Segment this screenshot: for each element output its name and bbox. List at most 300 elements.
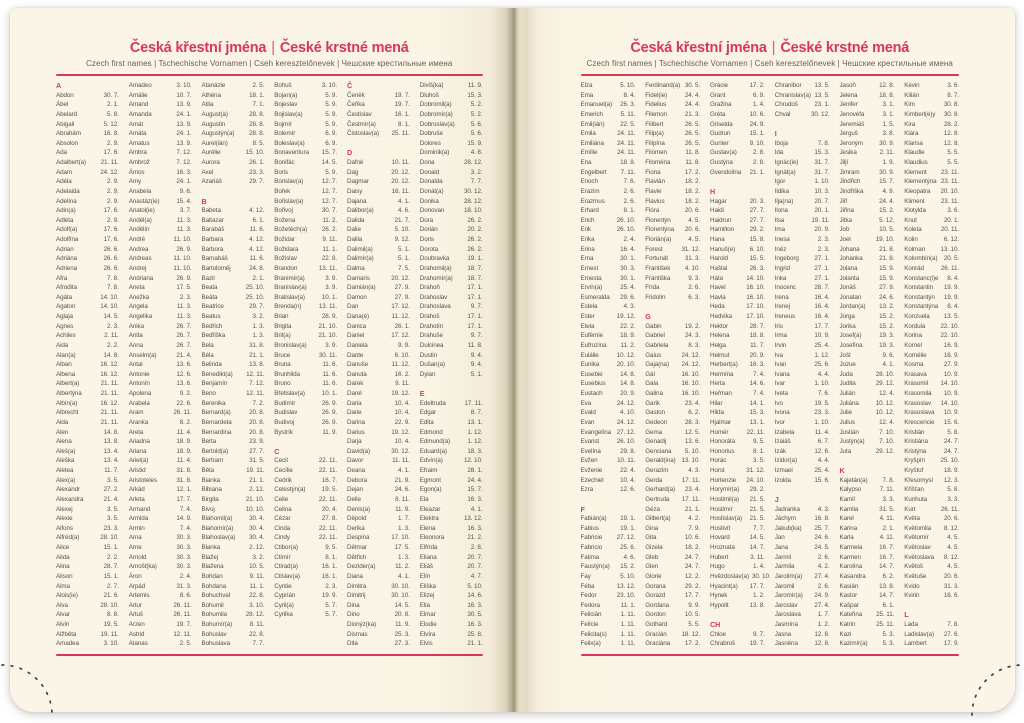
name-day-date: 16. 1. (321, 572, 337, 580)
name-entry (56, 148, 119, 158)
name-entry (581, 264, 636, 274)
name-entry (840, 505, 895, 515)
given-name: Bořek (274, 187, 291, 195)
name-entry (274, 91, 337, 101)
given-name: Griselda (710, 120, 733, 128)
name-day-date: 22. 2. (620, 322, 636, 330)
given-name: Kolombín(a) (904, 255, 938, 263)
name-entry (904, 341, 959, 351)
given-name: Amáta (128, 130, 147, 138)
given-name: Bohdana (201, 582, 227, 590)
name-day-date: 30. 4. (249, 534, 265, 542)
name-entry (274, 370, 337, 380)
given-name: Erazim (580, 187, 600, 195)
given-name: Ilona (774, 207, 788, 215)
given-name: Eliška (419, 582, 436, 590)
name-day-date: 19. 5. (814, 399, 830, 407)
name-day-date: 18. 12. (681, 630, 700, 638)
name-day-date: 17. 6. (103, 226, 119, 234)
given-name: Jošt (839, 351, 851, 359)
given-name: Izolda (774, 476, 791, 484)
name-entry (129, 514, 192, 524)
name-day-date: 24. 9. (749, 120, 765, 128)
name-entry (129, 370, 192, 380)
name-entry (904, 120, 959, 130)
name-columns (56, 81, 483, 651)
name-day-date: 19. 12. (391, 428, 410, 436)
name-day-date: 19. 9. (943, 284, 959, 292)
given-name: Klotylda (904, 207, 926, 215)
given-name: Dobromír(a) (419, 110, 453, 118)
given-name: Dolores (419, 139, 441, 147)
given-name: Amanda (128, 110, 152, 118)
given-name: Edmund(a) (419, 438, 450, 446)
given-name: Gaston (645, 409, 665, 417)
given-name: Alois(ie) (56, 592, 78, 600)
name-entry (420, 177, 483, 187)
name-entry (710, 485, 765, 495)
given-name: Ilsa (774, 216, 785, 224)
given-name: Horst (710, 467, 725, 474)
name-day-date: 22. 11. (318, 534, 337, 542)
given-name: Ariadna (128, 438, 150, 446)
name-entry (645, 543, 700, 553)
given-name: Čistoslav(a) (347, 130, 380, 138)
name-day-date: 26. 7. (176, 341, 192, 349)
name-entry (202, 312, 265, 322)
name-entry (56, 245, 119, 255)
name-day-date: 17. 7. (749, 582, 765, 590)
given-name: Andrea (128, 245, 149, 253)
name-column (56, 81, 119, 651)
name-entry (775, 370, 830, 380)
given-name: Ima (774, 226, 785, 234)
name-day-date: 21. 1. (249, 351, 265, 359)
given-name: Cedrik (274, 476, 292, 484)
name-day-date: 25. 11. (876, 611, 895, 619)
diary-open-spread (10, 8, 1015, 712)
given-name: Dalimil(a) (347, 245, 373, 253)
name-entry (56, 370, 119, 380)
given-name: Gabriel (645, 332, 665, 340)
name-day-date: 30. 4. (249, 524, 265, 532)
given-name: Květa (904, 515, 920, 523)
name-entry (840, 572, 895, 582)
given-name: Evan (580, 418, 595, 426)
name-entry (274, 591, 337, 601)
name-day-date: 21. 8. (879, 255, 895, 263)
name-day-date: 2. 8. (752, 159, 765, 166)
name-day-date: 13. 8. (749, 601, 765, 609)
name-day-date: 18. 2. (684, 197, 700, 205)
name-day-date: 10. 1. (321, 390, 337, 397)
name-day-date: 15. 2. (879, 313, 895, 320)
name-entry (775, 148, 830, 158)
given-name: Božena (274, 216, 296, 224)
given-name: Hilda (710, 409, 724, 417)
given-name: Aglaja (56, 313, 73, 320)
name-day-date: 29. 2. (749, 486, 765, 494)
given-name: Athéna (201, 91, 221, 99)
name-entry (904, 197, 959, 207)
name-entry (420, 139, 483, 149)
given-name: Bernardina (201, 428, 232, 436)
name-entry (347, 379, 410, 389)
name-day-date: 13. 9. (176, 101, 192, 109)
name-day-date: 17. 10. (746, 303, 765, 311)
given-name: Daniela (347, 341, 368, 349)
name-day-date: 16. 8. (103, 130, 119, 138)
name-entry (840, 197, 895, 207)
name-day-date: 14. 10. (100, 293, 119, 301)
name-entry (645, 254, 700, 264)
given-name: Ester (580, 313, 595, 320)
given-name: Diviš(ka) (419, 82, 444, 89)
name-entry (129, 245, 192, 255)
name-day-date: 25. 11. (876, 621, 895, 628)
name-entry (710, 524, 765, 534)
name-day-date: 6. 9. (325, 139, 337, 147)
name-day-date: 11. 9. (395, 505, 410, 513)
given-name: Dismas (347, 630, 368, 638)
given-name: Kolman (904, 245, 926, 253)
given-name: Hostislav(a) (710, 515, 743, 523)
given-name: Darie (347, 409, 362, 417)
name-day-date: 16. 3. (749, 361, 765, 369)
given-name: Beata (201, 284, 218, 292)
name-day-date: 10. 5. (684, 611, 700, 619)
name-day-date: 16. 4. (814, 313, 830, 320)
given-name: Blažej (201, 553, 219, 561)
name-day-date: 4. 1. (397, 197, 410, 205)
name-entry (710, 389, 765, 399)
name-day-date: 10. 5. (249, 563, 265, 571)
name-day-date: 11. 6. (322, 380, 337, 388)
given-name: Cinda (274, 524, 291, 532)
name-entry (129, 495, 192, 505)
name-day-date: 11. 11. (392, 457, 410, 465)
given-name: Jasoň (839, 82, 856, 89)
given-name: Abrahám (56, 130, 81, 138)
name-entry (347, 505, 410, 515)
given-name: Agáta (56, 293, 72, 301)
given-name: Garik (645, 399, 660, 407)
name-day-date: 5. 9. (325, 168, 337, 176)
given-name: Afra (56, 274, 68, 282)
given-name: Áron (128, 572, 142, 580)
name-entry (202, 254, 265, 264)
given-name: Ezra (580, 486, 594, 494)
name-day-date: 20. 1. (943, 216, 959, 224)
name-day-date: 23. 11. (940, 168, 959, 176)
name-entry (274, 351, 337, 361)
name-day-date: 8. 12. (943, 524, 959, 532)
given-name: Angelika (128, 313, 153, 320)
name-entry (775, 630, 830, 640)
name-day-date: 23. 11. (940, 178, 959, 186)
given-name: Budimír (274, 399, 296, 407)
given-name: Konrád (904, 264, 924, 272)
given-name: Inéz (774, 245, 787, 253)
name-day-date: 7. 2. (252, 399, 265, 407)
given-name: Kasián (839, 582, 859, 590)
name-entry (202, 524, 265, 534)
name-entry (202, 476, 265, 486)
name-entry (56, 225, 119, 235)
name-day-date: 2. 5. (179, 640, 192, 648)
name-day-date: 26. 2. (467, 245, 483, 253)
given-name: Iboja (774, 139, 788, 147)
given-name: Baltazar (201, 216, 224, 224)
given-name: Anastáz(ie) (128, 197, 160, 205)
name-column (775, 81, 830, 651)
name-entry (904, 139, 959, 149)
name-entry (202, 322, 265, 332)
name-day-date: 20. 9. (620, 390, 636, 397)
given-name: Babeta (201, 207, 221, 215)
name-entry (202, 437, 265, 447)
given-name: Karmela (839, 544, 863, 551)
given-name: Ingeborg (774, 255, 799, 263)
given-name: David(a) (347, 447, 370, 455)
given-name: Amálie (128, 91, 148, 99)
given-name: Bolemír (274, 130, 296, 138)
name-day-date: 19. 1. (620, 515, 636, 523)
name-day-date: 5. 8. (106, 110, 119, 118)
name-day-date: 22. 11. (746, 428, 765, 436)
name-entry (129, 100, 192, 110)
name-day-date: 31. 8. (249, 341, 265, 349)
name-entry (581, 408, 636, 418)
blank-row (710, 610, 765, 620)
name-day-date: 17. 2. (684, 168, 700, 176)
given-name: Amadea (56, 640, 79, 648)
given-name: Apolena (128, 390, 152, 397)
name-day-date: 12. 5. (684, 428, 700, 436)
name-entry (840, 81, 895, 91)
given-name: Drahoslav (419, 293, 448, 301)
name-entry (56, 601, 119, 611)
name-day-date: 4. 6. (397, 207, 410, 215)
title-slovak: České krstné mená (279, 40, 409, 56)
given-name: Amadeo (128, 82, 152, 89)
name-entry (129, 610, 192, 620)
given-name: Jeremiáš (839, 120, 865, 128)
given-name: Herbert(a) (710, 361, 738, 369)
name-entry (420, 158, 483, 168)
name-entry (840, 389, 895, 399)
name-entry (904, 553, 959, 563)
name-entry (202, 216, 265, 226)
name-day-date: 10. 6. (749, 110, 765, 118)
name-entry (581, 302, 636, 312)
name-day-date: 7. 10. (879, 438, 895, 446)
name-entry (775, 533, 830, 543)
given-name: Aletea (56, 467, 74, 474)
given-name: Elmar (419, 611, 436, 619)
given-name: Izaiáš (774, 438, 791, 446)
name-day-date: 4. 5. (947, 534, 959, 542)
name-entry (202, 302, 265, 312)
given-name: Darius (347, 428, 365, 436)
given-name: Elvis (419, 640, 433, 648)
given-name: Adéla (56, 178, 72, 186)
name-day-date: 20. 6. (943, 515, 959, 523)
name-entry (202, 168, 265, 178)
given-name: Belinda (201, 361, 222, 369)
name-entry (347, 120, 410, 130)
given-name: Beno (201, 390, 216, 397)
name-entry (645, 533, 700, 543)
name-day-date: 2. 1. (106, 101, 119, 109)
name-entry (129, 543, 192, 553)
name-day-date: 27. 12. (616, 534, 636, 542)
name-entry (710, 437, 765, 447)
name-day-date: 24. 12. (100, 168, 119, 176)
name-entry (775, 293, 830, 303)
given-name: Engelbert (580, 168, 607, 176)
name-entry (274, 264, 337, 274)
name-entry (129, 562, 192, 572)
name-day-date: 16. 2. (394, 370, 410, 378)
name-entry (710, 456, 765, 466)
name-entry (129, 91, 192, 101)
given-name: Donald (419, 168, 440, 176)
title-czech: Česká křestní jména (630, 40, 767, 56)
name-day-date: 13. 1. (749, 418, 765, 426)
given-name: Gedeon (645, 418, 668, 426)
name-entry (129, 120, 192, 130)
name-entry (840, 485, 895, 495)
name-entry (581, 91, 636, 101)
name-entry (710, 514, 765, 524)
name-day-date: 8. 11. (395, 495, 410, 503)
name-day-date: 30. 9. (879, 139, 895, 147)
name-day-date: 30. 3. (176, 544, 192, 551)
name-entry (347, 447, 410, 457)
name-entry (581, 245, 636, 255)
name-entry (129, 264, 192, 274)
page-title (56, 39, 483, 57)
name-entry (645, 466, 700, 476)
name-column (420, 81, 483, 651)
name-day-date: 26. 10. (616, 226, 636, 234)
given-name: Grácie (710, 82, 728, 89)
name-entry (581, 120, 636, 130)
given-name: Konstanc(i)e (904, 274, 939, 282)
name-entry (581, 399, 636, 409)
name-day-date: 11. 8. (685, 159, 700, 166)
name-entry (840, 110, 895, 120)
name-entry (904, 370, 959, 380)
name-day-date: 27. 4. (814, 572, 830, 580)
name-entry (904, 158, 959, 168)
given-name: Elza (580, 82, 593, 89)
given-name: Adam (56, 168, 73, 176)
name-entry (202, 274, 265, 284)
name-entry (420, 639, 483, 649)
name-entry (775, 620, 830, 630)
name-day-date: 26. 5. (684, 130, 700, 138)
name-day-date: 2. 6. (817, 582, 830, 590)
name-day-date: 20. 6. (943, 572, 959, 580)
given-name: Cyril(a) (274, 601, 294, 609)
name-entry (202, 630, 265, 640)
given-name: Emil(ián) (580, 120, 605, 128)
name-day-date: 2. 5. (252, 82, 265, 89)
given-name: Albert(a) (56, 380, 80, 388)
name-entry (274, 216, 337, 226)
name-entry (56, 620, 119, 630)
name-day-date: 27. 1. (814, 264, 830, 272)
name-day-date: 20. 9. (814, 226, 830, 234)
name-entry (347, 456, 410, 466)
name-day-date: 7. 8. (106, 284, 119, 292)
given-name: Čestislav (347, 110, 372, 118)
name-day-date: 8. 1. (623, 207, 636, 215)
given-name: Gorazd (645, 592, 666, 600)
name-entry (840, 129, 895, 139)
name-day-date: 16. 10. (746, 293, 765, 301)
name-entry (710, 591, 765, 601)
name-day-date: 1. 9. (882, 159, 895, 166)
given-name: Izák (774, 447, 786, 455)
given-name: Filibert (645, 120, 664, 128)
given-name: Edvín(a) (419, 457, 443, 465)
name-day-date: 30. 1. (620, 274, 636, 282)
section-letter: J (774, 494, 779, 504)
name-day-date: 27. 9. (879, 284, 895, 292)
given-name: Alvar (56, 611, 70, 619)
name-day-date: 2. 9. (106, 216, 119, 224)
name-entry (710, 379, 765, 389)
name-entry (904, 302, 959, 312)
name-day-date: 3. 2. (252, 553, 265, 561)
given-name: Dajana (347, 197, 367, 205)
given-name: Květoš (904, 563, 923, 571)
name-day-date: 17. 11. (464, 399, 483, 407)
name-entry (645, 158, 700, 168)
given-name: Genciana (645, 447, 672, 455)
name-entry (775, 274, 830, 284)
name-day-date: 15. 7. (467, 486, 483, 494)
given-name: Dita (347, 640, 358, 648)
name-day-date: 3. 5. (106, 476, 119, 484)
name-day-date: 18. 1. (249, 91, 265, 99)
name-entry (775, 456, 830, 466)
given-name: Dionýz(ka) (347, 621, 377, 628)
given-name: Eva (580, 399, 592, 407)
name-entry (274, 129, 337, 139)
given-name: Julius (839, 418, 855, 426)
name-day-date: 13. 10. (681, 457, 700, 465)
given-name: Kolin (904, 236, 918, 243)
name-day-date: 21. 5. (749, 495, 765, 503)
name-entry (56, 591, 119, 601)
name-entry (904, 245, 959, 255)
name-entry (420, 495, 483, 505)
given-name: Ezechiel (580, 476, 604, 484)
name-day-date: 13. 9. (176, 120, 192, 128)
name-entry (420, 524, 483, 534)
name-entry (645, 168, 700, 178)
given-name: Gema (645, 428, 662, 436)
name-day-date: 16. 11. (391, 187, 410, 195)
name-day-date: 20. 5. (943, 255, 959, 263)
given-name: Květuše (904, 572, 927, 580)
given-name: Fedora (580, 601, 600, 609)
name-day-date: 7. 4. (179, 505, 192, 513)
